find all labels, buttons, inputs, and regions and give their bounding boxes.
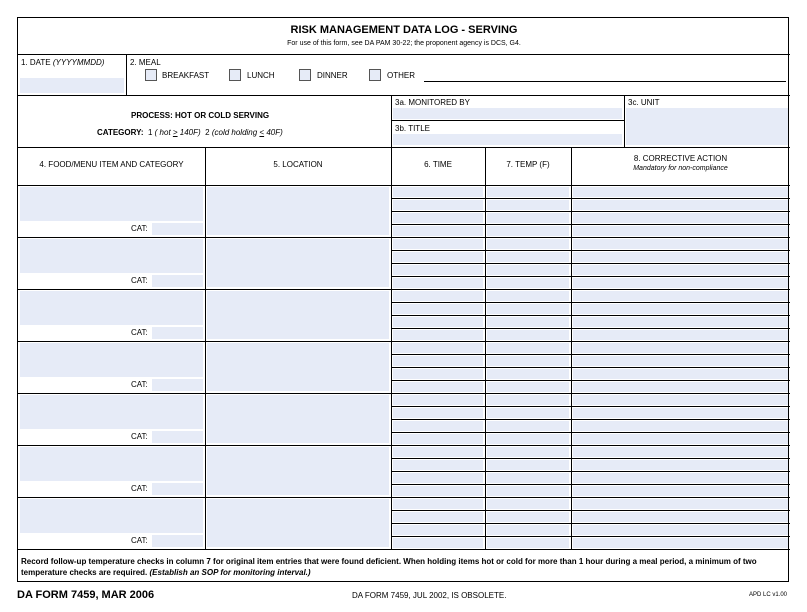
meal-label: 2. MEAL xyxy=(130,58,161,67)
time-field[interactable] xyxy=(393,291,483,301)
category-label: CAT: xyxy=(131,276,148,285)
temp-field[interactable] xyxy=(487,369,569,379)
other-label: OTHER xyxy=(387,71,415,80)
temp-field[interactable] xyxy=(487,512,569,522)
food-item-field[interactable] xyxy=(20,395,203,429)
category-field[interactable] xyxy=(152,431,203,443)
category-label: CAT: xyxy=(131,484,148,493)
time-field[interactable] xyxy=(393,317,483,327)
unit-field[interactable] xyxy=(626,108,788,145)
version-label: APD LC v1.00 xyxy=(749,592,788,598)
action-field[interactable] xyxy=(573,213,788,223)
temp-field[interactable] xyxy=(487,460,569,470)
date-label: 1. DATE (YYYYMMDD) xyxy=(21,58,105,67)
action-field[interactable] xyxy=(573,304,788,314)
monitored-by-field[interactable] xyxy=(393,108,622,119)
process-label: PROCESS: HOT OR COLD SERVING xyxy=(131,111,270,120)
action-field[interactable] xyxy=(573,447,788,457)
category-field[interactable] xyxy=(152,327,203,339)
dinner-checkbox[interactable] xyxy=(299,69,311,81)
food-item-field[interactable] xyxy=(20,187,203,221)
action-field[interactable] xyxy=(573,499,788,509)
location-field[interactable] xyxy=(207,239,389,287)
category-field[interactable] xyxy=(152,379,203,391)
col-food-header: 4. FOOD/MENU ITEM AND CATEGORY xyxy=(39,160,184,169)
temp-field[interactable] xyxy=(487,525,569,535)
unit-label: 3c. UNIT xyxy=(628,98,660,107)
action-field[interactable] xyxy=(573,265,788,275)
temp-field[interactable] xyxy=(487,408,569,418)
temp-field[interactable] xyxy=(487,226,569,236)
form-body xyxy=(17,17,789,582)
location-field[interactable] xyxy=(207,187,389,235)
category-label: CAT: xyxy=(131,328,148,337)
action-field[interactable] xyxy=(573,317,788,327)
time-field[interactable] xyxy=(393,538,483,548)
category-label: CAT: xyxy=(131,432,148,441)
category-label: CAT: xyxy=(131,224,148,233)
temp-field[interactable] xyxy=(487,213,569,223)
time-field[interactable] xyxy=(393,200,483,210)
time-field[interactable] xyxy=(393,278,483,288)
category-legend: CATEGORY: 1 ( hot > 140F) 2 (cold holding < 40F) xyxy=(97,128,283,137)
time-field[interactable] xyxy=(393,226,483,236)
action-field[interactable] xyxy=(573,382,788,392)
time-field[interactable] xyxy=(393,395,483,405)
action-field[interactable] xyxy=(573,408,788,418)
temp-field[interactable] xyxy=(487,447,569,457)
temp-field[interactable] xyxy=(487,252,569,262)
form-subtitle: For use of this form, see DA PAM 30-22; the proponent agency is DCS, G4. xyxy=(287,40,521,47)
time-field[interactable] xyxy=(393,369,483,379)
category-label: CAT: xyxy=(131,536,148,545)
action-field[interactable] xyxy=(573,538,788,548)
action-field[interactable] xyxy=(573,369,788,379)
temp-field[interactable] xyxy=(487,239,569,249)
monitored-by-label: 3a. MONITORED BY xyxy=(395,98,470,107)
time-field[interactable] xyxy=(393,343,483,353)
action-field[interactable] xyxy=(573,486,788,496)
temp-field[interactable] xyxy=(487,434,569,444)
temp-field[interactable] xyxy=(487,304,569,314)
time-field[interactable] xyxy=(393,447,483,457)
action-field[interactable] xyxy=(573,473,788,483)
form-id: DA FORM 7459, MAR 2006 xyxy=(17,589,155,601)
temp-field[interactable] xyxy=(487,499,569,509)
date-field[interactable] xyxy=(20,78,124,93)
location-field[interactable] xyxy=(207,499,389,547)
category-field[interactable] xyxy=(152,535,203,547)
other-checkbox[interactable] xyxy=(369,69,381,81)
time-field[interactable] xyxy=(393,356,483,366)
col-action-header: 8. CORRECTIVE ACTION xyxy=(633,154,728,163)
col-time-header: 6. TIME xyxy=(424,160,452,169)
title-label: 3b. TITLE xyxy=(395,124,430,133)
time-field[interactable] xyxy=(393,252,483,262)
food-item-field[interactable] xyxy=(20,447,203,481)
food-item-field[interactable] xyxy=(20,239,203,273)
obsolete-notice: DA FORM 7459, JUL 2002, IS OBSOLETE. xyxy=(352,591,507,600)
action-field[interactable] xyxy=(573,421,788,431)
action-field[interactable] xyxy=(573,460,788,470)
action-field[interactable] xyxy=(573,239,788,249)
action-field[interactable] xyxy=(573,278,788,288)
action-field[interactable] xyxy=(573,434,788,444)
action-field[interactable] xyxy=(573,525,788,535)
action-field[interactable] xyxy=(573,291,788,301)
time-field[interactable] xyxy=(393,265,483,275)
other-specify-line[interactable] xyxy=(424,81,786,82)
lunch-checkbox[interactable] xyxy=(229,69,241,81)
time-field[interactable] xyxy=(393,408,483,418)
col-location-header: 5. LOCATION xyxy=(273,160,323,169)
location-field[interactable] xyxy=(207,395,389,443)
category-field[interactable] xyxy=(152,275,203,287)
temp-field[interactable] xyxy=(487,187,569,197)
footnote: Record follow-up temperature checks in column 7 for original item entries that were found deficient. When holding items hot or cold for more than 1 hour during a meal period, a minimum of two temperature checks are required. (Establish an SOP for monitoring interval.) xyxy=(21,557,757,577)
col-temp-header: 7. TEMP (F) xyxy=(506,160,550,169)
temp-field[interactable] xyxy=(487,200,569,210)
location-field[interactable] xyxy=(207,291,389,339)
temp-field[interactable] xyxy=(487,317,569,327)
form-title: RISK MANAGEMENT DATA LOG - SERVING xyxy=(290,24,518,36)
temp-field[interactable] xyxy=(487,330,569,340)
title-field[interactable] xyxy=(393,134,622,145)
location-field[interactable] xyxy=(207,343,389,391)
temp-field[interactable] xyxy=(487,473,569,483)
time-field[interactable] xyxy=(393,213,483,223)
temp-field[interactable] xyxy=(487,395,569,405)
food-item-field[interactable] xyxy=(20,291,203,325)
action-field[interactable] xyxy=(573,252,788,262)
action-field[interactable] xyxy=(573,512,788,522)
time-field[interactable] xyxy=(393,304,483,314)
food-item-field[interactable] xyxy=(20,343,203,377)
time-field[interactable] xyxy=(393,187,483,197)
time-field[interactable] xyxy=(393,382,483,392)
temp-field[interactable] xyxy=(487,486,569,496)
temp-field[interactable] xyxy=(487,538,569,548)
action-field[interactable] xyxy=(573,356,788,366)
dinner-label: DINNER xyxy=(317,71,348,80)
lunch-label: LUNCH xyxy=(247,71,275,80)
category-label: CAT: xyxy=(131,380,148,389)
time-field[interactable] xyxy=(393,421,483,431)
time-field[interactable] xyxy=(393,486,483,496)
action-field[interactable] xyxy=(573,395,788,405)
temp-field[interactable] xyxy=(487,421,569,431)
action-field[interactable] xyxy=(573,200,788,210)
action-field[interactable] xyxy=(573,343,788,353)
col-action-note: Mandatory for non-compliance xyxy=(633,165,728,172)
temp-field[interactable] xyxy=(487,291,569,301)
food-item-field[interactable] xyxy=(20,499,203,533)
temp-field[interactable] xyxy=(487,343,569,353)
breakfast-label: BREAKFAST xyxy=(162,71,210,80)
time-field[interactable] xyxy=(393,330,483,340)
location-field[interactable] xyxy=(207,447,389,495)
category-field[interactable] xyxy=(152,483,203,495)
time-field[interactable] xyxy=(393,512,483,522)
time-field[interactable] xyxy=(393,434,483,444)
category-field[interactable] xyxy=(152,223,203,235)
action-field[interactable] xyxy=(573,330,788,340)
time-field[interactable] xyxy=(393,460,483,470)
time-field[interactable] xyxy=(393,473,483,483)
breakfast-checkbox[interactable] xyxy=(145,69,157,81)
action-field[interactable] xyxy=(573,226,788,236)
temp-field[interactable] xyxy=(487,278,569,288)
temp-field[interactable] xyxy=(487,382,569,392)
action-field[interactable] xyxy=(573,187,788,197)
temp-field[interactable] xyxy=(487,265,569,275)
time-field[interactable] xyxy=(393,499,483,509)
temp-field[interactable] xyxy=(487,356,569,366)
time-field[interactable] xyxy=(393,525,483,535)
time-field[interactable] xyxy=(393,239,483,249)
